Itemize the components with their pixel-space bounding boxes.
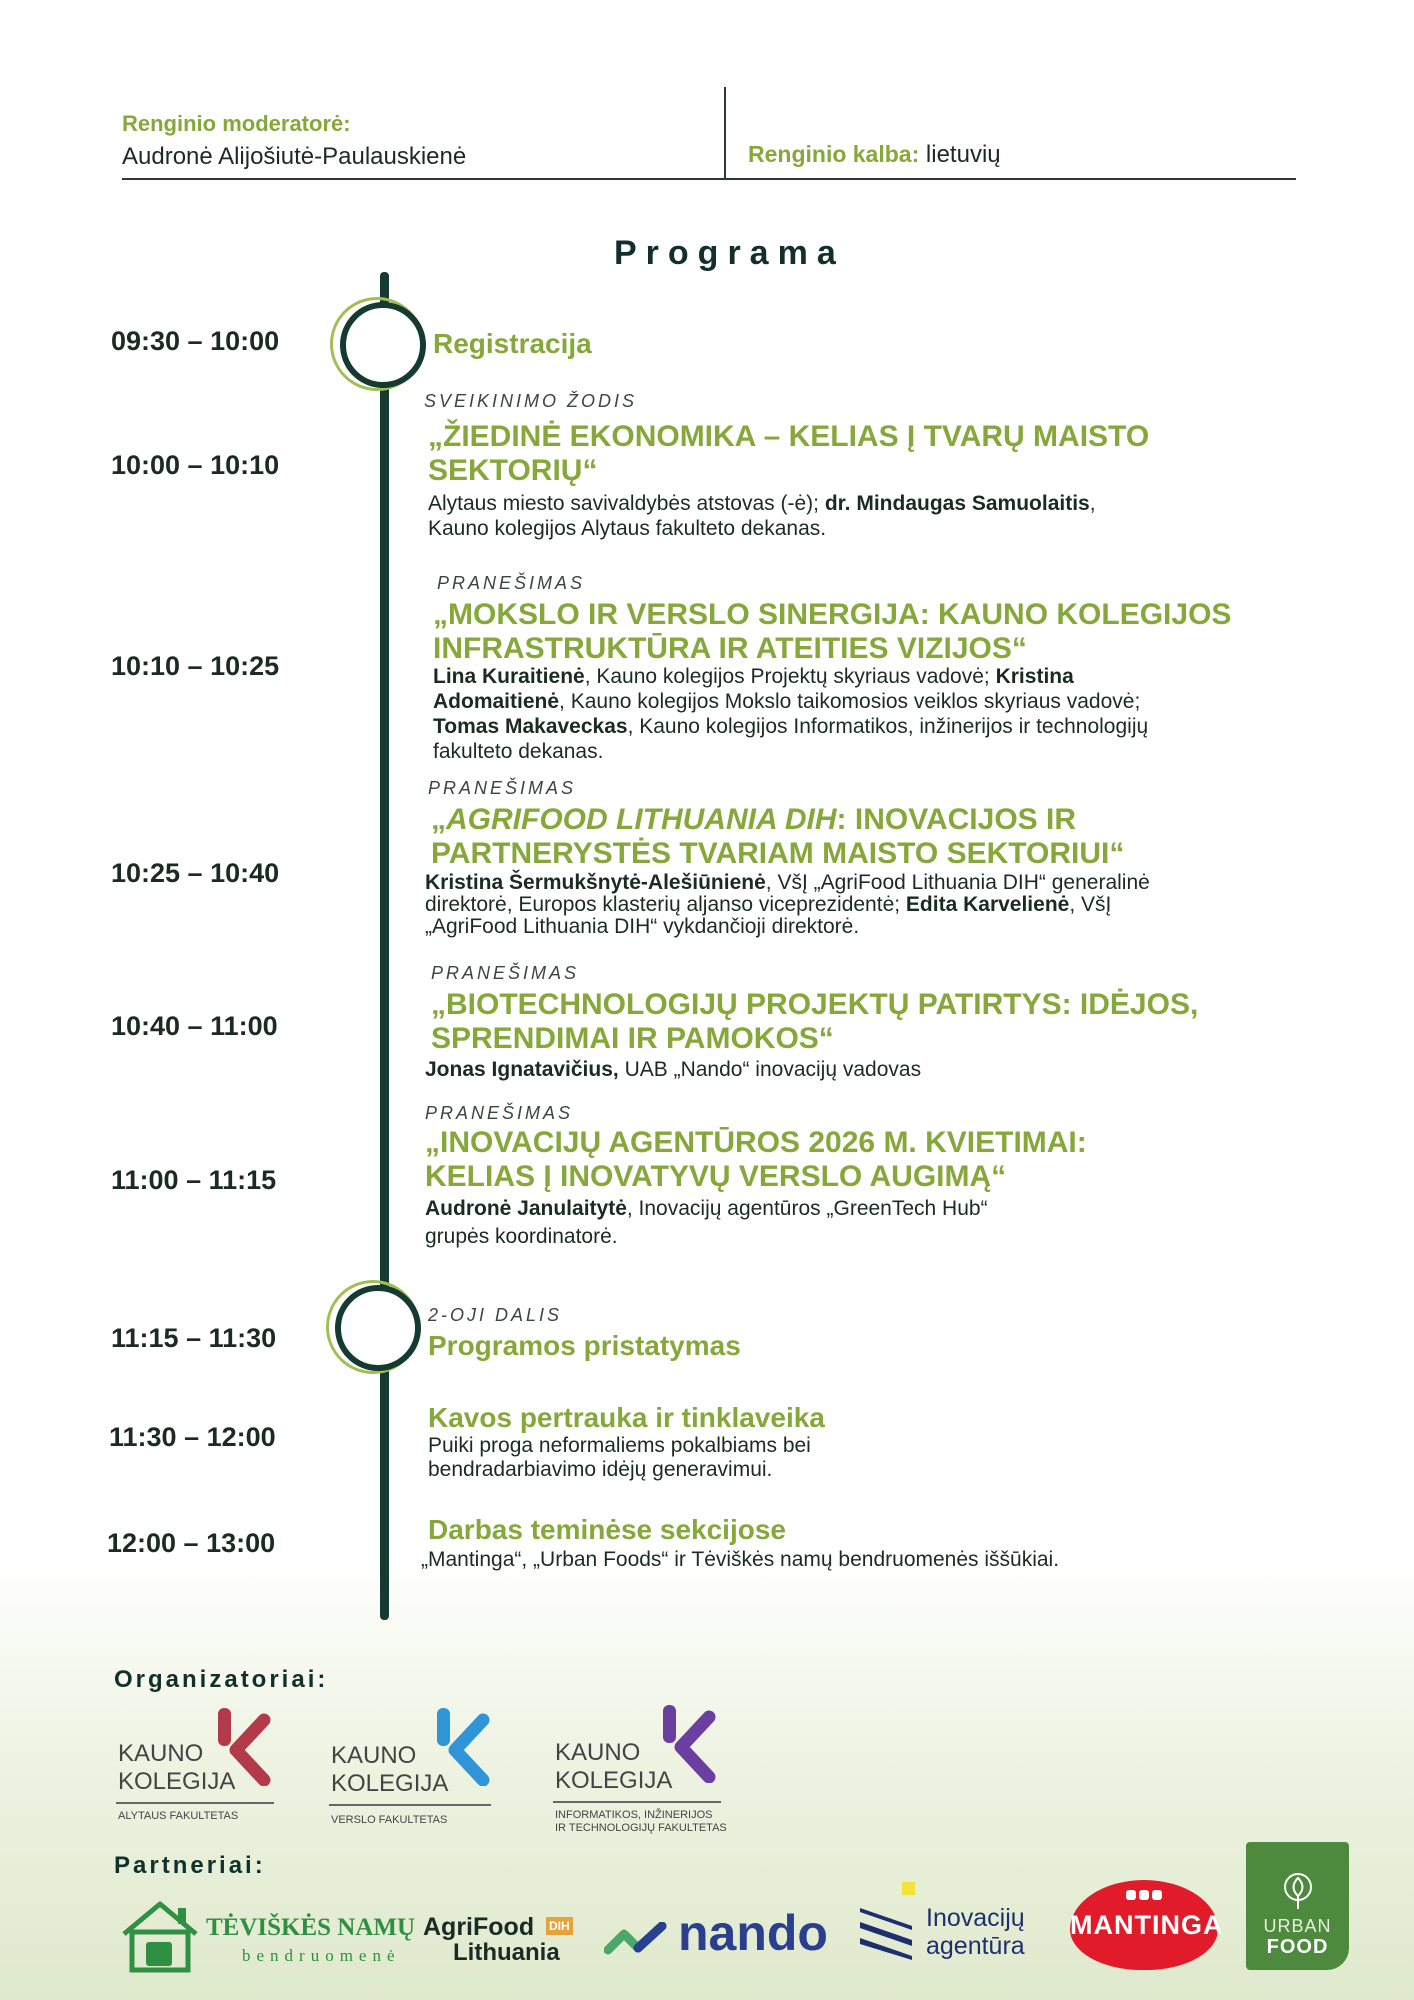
time-program-presentation: 11:15 – 11:30 xyxy=(111,1323,277,1353)
time-welcome: 10:00 – 10:10 xyxy=(111,450,280,480)
title-innovation-agency: „INOVACIJŲ AGENTŪROS 2026 M. KVIETIMAI: KELIAS Į INOVATYVŲ VERSLO AUGIMĄ“ xyxy=(425,1126,1087,1193)
speakers-agrifood: Kristina Šermukšnytė-Alešiūnienė, VšĮ „AgriFood Lithuania DIH“ generalinė direktorė, Europos klasterių aljanso viceprezidentė; Edita Karvelienė, VšĮ „AgriFood Lithuania DIH“ vykdančioji direktorė. xyxy=(425,871,1150,938)
time-biotech: 10:40 – 11:00 xyxy=(111,1011,278,1041)
nando-mark-icon xyxy=(604,1922,668,1958)
header-rule xyxy=(122,178,1296,180)
time-coffee-break: 11:30 – 12:00 xyxy=(109,1422,276,1452)
speakers-welcome: Alytaus miesto savivaldybės atstovas (-ė); dr. Mindaugas Samuolaitis, Kauno kolegijos Alytaus fakulteto dekanas. xyxy=(428,492,1096,540)
moderator-name: Audronė Alijošiutė-Paulauskienė xyxy=(122,143,467,170)
language-value: lietuvių xyxy=(925,141,1001,168)
speakers-innovation-agency: Audronė Janulaitytė, Inovacijų agentūros „GreenTech Hub“ grupės koordinatorė. xyxy=(425,1197,988,1248)
partners-label: Partneriai: xyxy=(114,1852,266,1879)
title-biotech: „BIOTECHNOLOGIJŲ PROJEKTŲ PATIRTYS: IDĖJOS, SPRENDIMAI IR PAMOKOS“ xyxy=(431,988,1199,1055)
timeline-node-2 xyxy=(335,1285,421,1371)
title-agrifood: „AGRIFOOD LITHUANIA DIH: INOVACIJOS IR PARTNERYSTĖS TVARIAM MAISTO SEKTORIUI“ xyxy=(431,803,1125,870)
title-sessions: Darbas teminėse sekcijose xyxy=(428,1514,786,1545)
time-agrifood: 10:25 – 10:40 xyxy=(111,858,280,888)
tag-innovation-agency: PRANEŠIMAS xyxy=(425,1103,574,1123)
time-registration: 09:30 – 10:00 xyxy=(111,326,280,356)
title-program-presentation: Programos pristatymas xyxy=(428,1330,741,1361)
timeline-node-1 xyxy=(340,302,426,388)
tag-agrifood: PRANEŠIMAS xyxy=(428,778,577,798)
desc-sessions: „Mantinga“, „Urban Foods“ ir Tėviškės namų bendruomenės iššūkiai. xyxy=(421,1548,1060,1571)
title-welcome: „ŽIEDINĖ EKONOMIKA – KELIAS Į TVARŲ MAISTO SEKTORIŲ“ xyxy=(428,420,1150,487)
leaf-icon xyxy=(1281,1872,1315,1910)
time-innovation-agency: 11:00 – 11:15 xyxy=(111,1165,277,1195)
language-label: Renginio kalba: xyxy=(748,141,920,167)
inovaciju-mark-icon xyxy=(856,1900,916,1960)
tag-part-two: 2-OJI DALIS xyxy=(428,1305,563,1325)
title-coffee-break: Kavos pertrauka ir tinklaveika xyxy=(428,1402,825,1433)
title-registration: Registracija xyxy=(433,328,592,359)
tag-biotech: PRANEŠIMAS xyxy=(431,963,580,983)
header-divider xyxy=(724,87,726,179)
timeline-line xyxy=(380,272,389,1620)
house-icon xyxy=(118,1900,202,1974)
time-science-business: 10:10 – 10:25 xyxy=(111,651,280,681)
language-row xyxy=(748,141,1001,169)
logo-inovaciju-agentura: Inovacijų agentūra xyxy=(856,1880,1052,1960)
logo-mantinga: MANTINGA xyxy=(1070,1880,1220,1972)
bread-icon xyxy=(1124,1888,1164,1902)
tag-science-business: PRANEŠIMAS xyxy=(437,573,586,593)
speakers-biotech: Jonas Ignatavičius, UAB „Nando“ inovacijų vadovas xyxy=(425,1058,922,1081)
program-title: Programa xyxy=(614,234,845,272)
logo-kk-verslo: KAUNO KOLEGIJA VERSLO FAKULTETAS xyxy=(329,1706,499,1826)
tag-welcome: SVEIKINIMO ŽODIS xyxy=(424,391,638,411)
logo-kk-alytaus: KAUNO KOLEGIJA ALYTAUS FAKULTETAS xyxy=(116,1706,276,1826)
moderator-label: Renginio moderatorė: xyxy=(122,111,351,136)
logo-urban-food: URBAN FOOD xyxy=(1246,1842,1349,1970)
title-science-business: „MOKSLO IR VERSLO SINERGIJA: KAUNO KOLEGIJOS INFRASTRUKTŪRA IR ATEITIES VIZIJOS“ xyxy=(433,598,1232,665)
logo-teviskes-namu: TĖVIŠKĖS NAMŲ bendruomenė xyxy=(118,1900,408,1974)
organizers-label: Organizatoriai: xyxy=(114,1666,329,1693)
speakers-science-business: Lina Kuraitienė, Kauno kolegijos Projektų skyriaus vadovė; Kristina Adomaitienė, Kauno kolegijos Mokslo taikomosios veiklos skyriaus vadovė; Tomas Makaveckas, Kauno kolegijos Informatikos, inžinerijos ir technologijų fakulteto dekanas. xyxy=(433,665,1149,763)
time-sessions: 12:00 – 13:00 xyxy=(107,1528,276,1558)
desc-coffee-break: Puiki proga neformaliems pokalbiams bei bendradarbiavimo idėjų generavimui. xyxy=(428,1434,811,1481)
logo-kk-informatikos: KAUNO KOLEGIJA INFORMATIKOS, INŽINERIJOS IR TECHNOLOGIJŲ FAKULTETAS xyxy=(553,1703,733,1833)
logo-nando: nando xyxy=(604,1900,840,1970)
logo-agrifood-lithuania: AgriFood DIH Lithuania xyxy=(423,1913,573,1973)
